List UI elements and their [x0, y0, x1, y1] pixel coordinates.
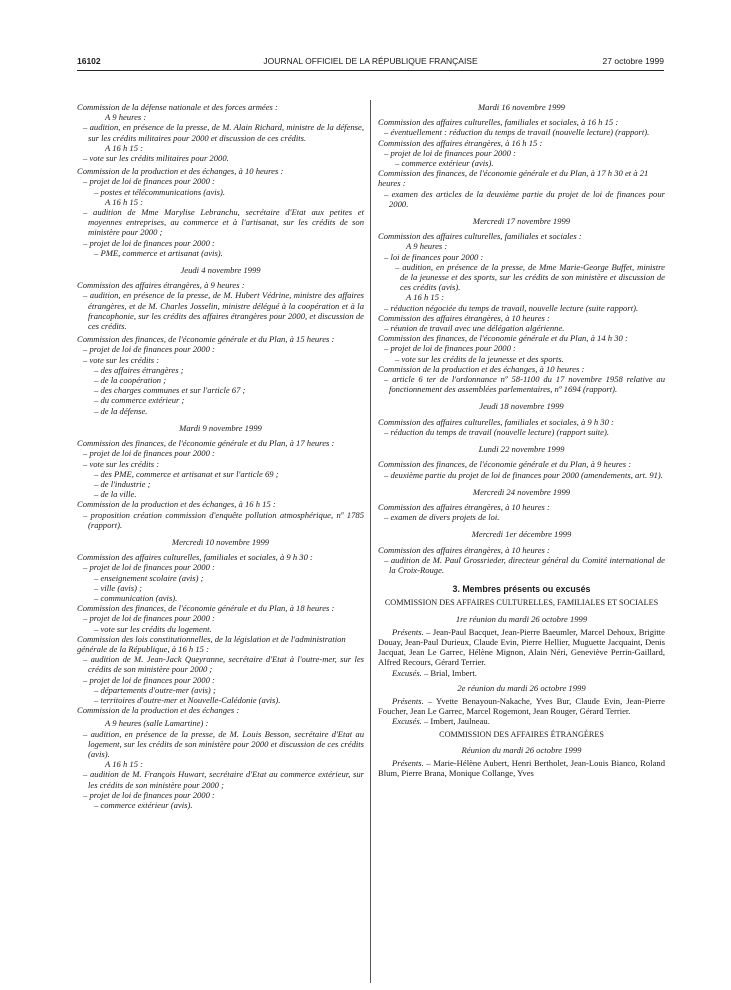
present-names: – Yvette Benayoun-Nakache, Yves Bur, Claude Evin, Jean-Pierre Foucher, Jean Le Garrec, Marcel Rogemont, Jean Rouger, Gérard Terrier. [378, 695, 665, 717]
column-separator [370, 100, 371, 983]
agenda-subitem: – de l'industrie ; [94, 478, 151, 489]
agenda-item: – projet de loi de finances pour 2000 : [83, 176, 215, 187]
commission-name: COMMISSION DES AFFAIRES CULTURELLES, FAMILIALES ET SOCIALES [384, 598, 659, 608]
agenda-item: – deuxième partie du projet de loi de finances pour 2000 (amendements, art. 91). [384, 469, 663, 480]
date-heading: Mardi 9 novembre 1999 [179, 422, 262, 433]
agenda-subitem: – audition, en présence de la presse, de Mme Marie-George Buffet, ministre de la jeunesse et des sports, sur les crédits de son ministère et discussion de ces crédits (avis). [395, 261, 665, 293]
commission-name: COMMISSION DES AFFAIRES ÉTRANGÈRES [439, 729, 604, 739]
agenda-subitem: – des affaires étrangères ; [94, 364, 184, 375]
time-label: A 16 h 15 : [105, 759, 144, 770]
time-label: A 16 h 15 : [406, 292, 445, 303]
running-header [77, 56, 664, 70]
agenda-item: – projet de loi de finances pour 2000 : [83, 344, 215, 355]
attendance-excused [378, 716, 665, 726]
attendance-present [378, 627, 665, 668]
agenda-item: – réduction négociée du temps de travail, nouvelle lecture (suite rapport). [384, 302, 639, 313]
agenda-item: – projet de loi de finances pour 2000 : [83, 789, 215, 800]
date-heading: Jeudi 18 novembre 1999 [479, 401, 564, 412]
agenda-item: – réduction du temps de travail (nouvelle lecture) (rapport suite). [384, 426, 609, 437]
excused-names: – Brial, Imbert. [421, 667, 477, 678]
agenda-subitem: – postes et télécommunications (avis). [94, 186, 226, 197]
agenda-item: – vote sur les crédits : [83, 458, 160, 469]
commission-heading: Commission de la production et des échanges, à 16 h 15 : [77, 499, 276, 510]
date-heading: Lundi 22 novembre 1999 [478, 444, 565, 455]
commission-heading: Commission de la défense nationale et des forces armées : [77, 102, 278, 112]
commission-heading: Commission de la production et des échanges : [77, 705, 240, 716]
agenda-subitem: – des PME, commerce et artisanat et sur l'article 69 ; [94, 468, 279, 479]
time-label: A 9 heures : [105, 112, 147, 123]
agenda-item: – projet de loi de finances pour 2000 : [83, 562, 215, 573]
left-column [77, 102, 364, 810]
time-label: A 9 heures (salle Lamartine) : [105, 718, 209, 729]
commission-heading: Commission de la production et des échanges, à 10 heures : [77, 166, 284, 177]
excused-names: – Imbert, Jaulneau. [421, 716, 490, 727]
agenda-subitem: – de la ville. [94, 489, 137, 500]
agenda-subitem: – territoires d'outre-mer et Nouvelle-Calédonie (avis). [94, 694, 281, 705]
meeting-heading: Réunion du mardi 26 octobre 1999 [461, 744, 582, 755]
agenda-item: – loi de finances pour 2000 : [384, 251, 484, 262]
date-heading: Jeudi 4 novembre 1999 [180, 265, 261, 276]
agenda-item: – vote sur les crédits : [83, 354, 160, 365]
time-label: A 16 h 15 : [105, 196, 144, 207]
commission-heading: Commission des affaires culturelles, familiales et sociales, à 16 h 15 : [378, 117, 619, 128]
agenda-item: – proposition création commission d'enquête pollution atmosphérique, nº 1785 (rapport). [83, 509, 364, 530]
excused-label: Excusés. [392, 667, 422, 678]
commission-heading: Commission des affaires étrangères, à 10 heures : [378, 312, 550, 323]
date-heading: Mardi 16 novembre 1999 [478, 102, 565, 112]
date-heading: Mercredi 17 novembre 1999 [472, 216, 571, 227]
time-label: A 9 heures : [406, 241, 448, 252]
agenda-item: – examen des articles de la deuxième partie du projet de loi de finances pour 2000. [384, 188, 665, 209]
agenda-subitem: – des charges communes et sur l'article 67 ; [94, 385, 246, 396]
agenda-subitem: – du commerce extérieur ; [94, 395, 185, 406]
agenda-item: – audition de Mme Marylise Lebranchu, secrétaire d'Etat aux petites et moyennes entreprises, au commerce et à l'artisanat, sur les crédits de son ministère pour 2000 ; [83, 207, 364, 238]
date-heading: Mercredi 1er décembre 1999 [471, 529, 572, 540]
present-label: Présents. [392, 626, 424, 637]
agenda-item: – projet de loi de finances pour 2000 : [384, 147, 516, 158]
agenda-subitem: – communication (avis). [94, 592, 178, 603]
commission-heading: Commission des finances, de l'économie générale et du Plan, à 15 heures : [77, 334, 335, 345]
journal-title: JOURNAL OFFICIEL DE LA RÉPUBLIQUE FRANÇAISE [263, 56, 478, 66]
agenda-item: – projet de loi de finances pour 2000 : [83, 448, 215, 459]
commission-heading: Commission des finances, de l'économie générale et du Plan, à 18 heures : [77, 603, 335, 614]
agenda-item: – réunion de travail avec une délégation algérienne. [384, 323, 565, 334]
meeting-heading: 1re réunion du mardi 26 octobre 1999 [455, 613, 588, 624]
agenda-subitem: – enseignement scolaire (avis) ; [94, 572, 204, 583]
meeting-heading: 2e réunion du mardi 26 octobre 1999 [457, 682, 586, 693]
commission-heading: Commission des affaires culturelles, familiales et sociales : [378, 231, 582, 242]
agenda-item: – audition, en présence de la presse, de M. Hubert Védrine, ministre des affaires étrangères, et de M. Charles Josselin, ministre délégué à la coopération et à la francophonie, sur les crédits des affaires étrangères pour 2000, et discussion de ces crédits. [83, 290, 364, 332]
agenda-item: – éventuellement : réduction du temps de travail (nouvelle lecture) (rapport). [384, 127, 650, 138]
agenda-item: – audition, en présence de la presse, de M. Louis Besson, secrétaire d'Etat au logement, sur les crédits de son ministère pour 2000 et discussion de ces crédits (avis). [83, 728, 364, 759]
agenda-item: – projet de loi de finances pour 2000 : [83, 237, 215, 248]
issue-date: 27 octobre 1999 [602, 56, 664, 66]
agenda-item: – projet de loi de finances pour 2000 : [384, 343, 516, 354]
agenda-item: – audition, en présence de la presse, de M. Alain Richard, ministre de la défense, sur les crédits militaires pour 2000 et discussion de ces crédits. [83, 122, 364, 143]
agenda-item: – projet de loi de finances pour 2000 : [83, 674, 215, 685]
present-label: Présents. [392, 695, 424, 706]
agenda-item: – projet de loi de finances pour 2000 : [83, 613, 215, 624]
agenda-subitem: – vote sur les crédits du logement. [94, 623, 212, 634]
agenda-item: – examen de divers projets de loi. [384, 512, 500, 523]
agenda-item: – audition de M. Jean-Jack Queyranne, secrétaire d'Etat à l'outre-mer, sur les crédits de son ministère pour 2000 ; [83, 654, 364, 675]
section-heading: 3. Membres présents ou excusés [452, 584, 591, 595]
present-names: – Marie-Hélène Aubert, Henri Bertholet, Jean-Louis Bianco, Roland Blum, Pierre Brana, Monique Collange, Yves [378, 757, 665, 779]
agenda-subitem: – commerce extérieur (avis). [395, 158, 494, 169]
agenda-subitem: – de la défense. [94, 405, 148, 416]
agenda-subitem: – vote sur les crédits de la jeunesse et des sports. [395, 353, 564, 364]
commission-heading: Commission des finances, de l'économie générale et du Plan, à 17 heures : [77, 438, 335, 449]
commission-heading: Commission des affaires culturelles, familiales et sociales, à 9 h 30 : [77, 552, 313, 563]
time-label: A 16 h 15 : [105, 142, 144, 153]
commission-heading: Commission des lois constitutionnelles, de la législation et de l'administration générale de la République, à 16 h 15 : [77, 633, 346, 654]
commission-heading: Commission des finances, de l'économie générale et du Plan, à 17 h 30 et à 21 heures : [378, 168, 649, 189]
commission-heading: Commission des affaires étrangères, à 10 heures : [378, 501, 550, 512]
agenda-subitem: – départements d'outre-mer (avis) ; [94, 684, 216, 695]
attendance-present [378, 696, 665, 716]
present-names: – Jean-Paul Bacquet, Jean-Pierre Baeumler, Marcel Dehoux, Brigitte Douay, Jean-Paul Durieux, Claude Evin, Pierre Hellier, Muguette Jacquaint, Denis Jacquat, Jean Le Garrec, Hélène Mignon, Alain Néri, Geneviève Perrin-Gaillard, Alfred Recours, Gérard Terrier. [378, 626, 665, 668]
commission-heading: Commission des affaires étrangères, à 9 heures : [77, 280, 245, 291]
date-heading: Mercredi 10 novembre 1999 [171, 536, 270, 547]
commission-heading: Commission des affaires étrangères, à 16 h 15 : [378, 137, 543, 148]
excused-label: Excusés. [392, 716, 422, 727]
attendance-excused [378, 668, 665, 678]
agenda-subitem: – ville (avis) ; [94, 582, 142, 593]
commission-heading: Commission des finances, de l'économie générale et du Plan, à 9 heures : [378, 459, 632, 470]
page-number: 16102 [77, 56, 101, 66]
agenda-item: – audition de M. Paul Grossrieder, directeur général du Comité international de la Croix-Rouge. [384, 554, 665, 575]
attendance-present [378, 758, 665, 778]
present-label: Présents. [392, 757, 424, 768]
agenda-item: – article 6 ter de l'ordonnance nº 58-1100 du 17 novembre 1958 relative au fonctionnement des assemblées parlementaires, nº 1694 (rapport). [384, 374, 665, 395]
commission-heading: Commission de la production et des échanges, à 10 heures : [378, 363, 585, 374]
commission-heading: Commission des affaires culturelles, familiales et sociales, à 9 h 30 : [378, 416, 614, 427]
header-rule [77, 70, 664, 71]
date-heading: Mercredi 24 novembre 1999 [472, 486, 571, 497]
agenda-item: – vote sur les crédits militaires pour 2000. [83, 153, 229, 164]
commission-heading: Commission des affaires étrangères, à 10 heures : [378, 544, 550, 555]
right-column [378, 102, 665, 778]
agenda-subitem: – commerce extérieur (avis). [94, 800, 193, 810]
agenda-subitem: – PME, commerce et artisanat (avis). [94, 247, 223, 258]
agenda-subitem: – de la coopération ; [94, 375, 167, 386]
commission-heading: Commission des finances, de l'économie générale et du Plan, à 14 h 30 : [378, 333, 628, 344]
agenda-item: – audition de M. François Huwart, secrétaire d'Etat au commerce extérieur, sur les crédits de son ministère pour 2000 ; [83, 769, 364, 790]
